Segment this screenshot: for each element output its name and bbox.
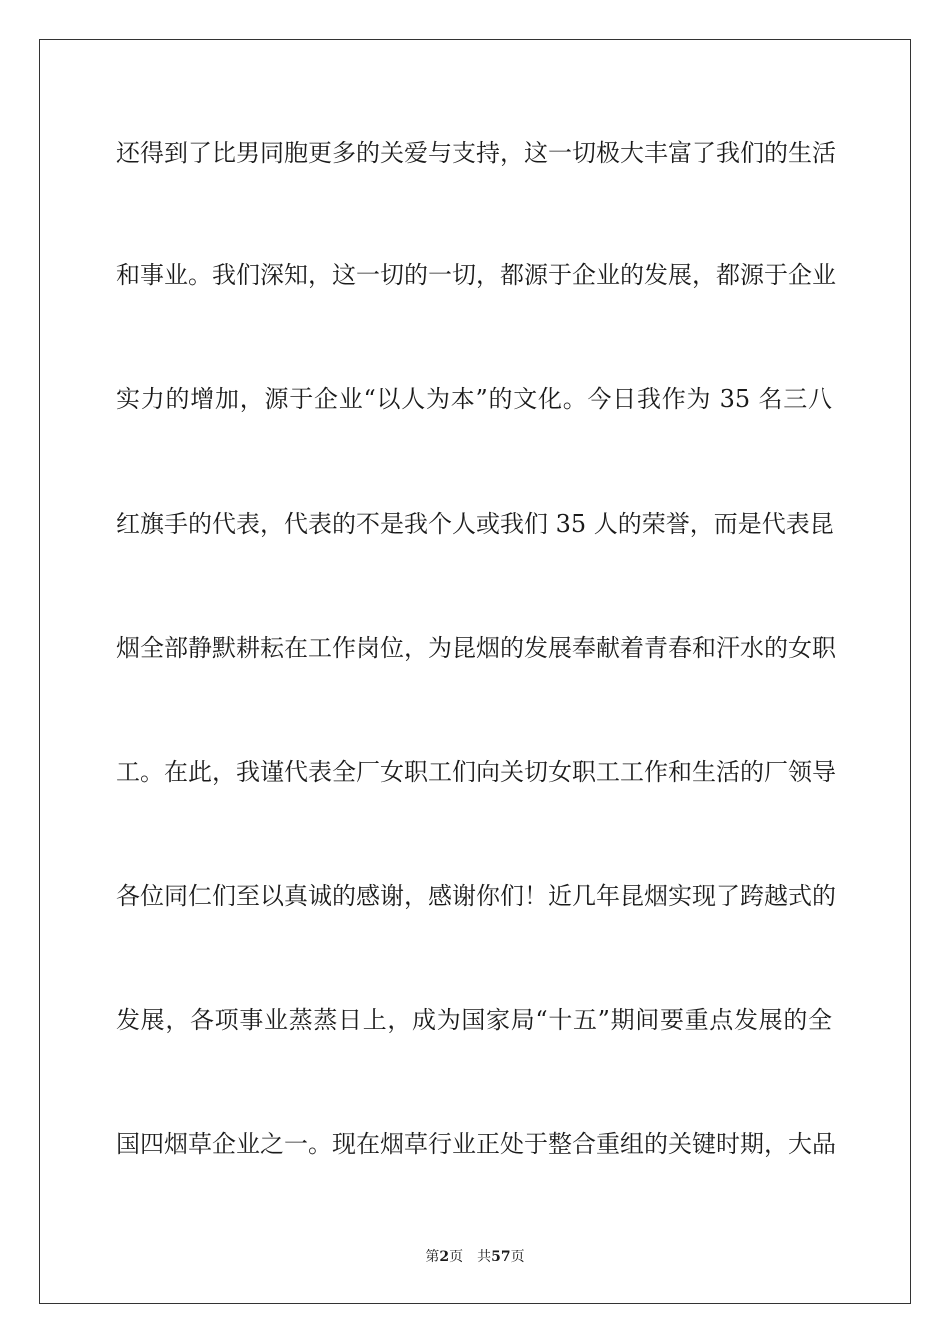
page-border <box>39 39 911 1304</box>
body-text-line-9: 国四烟草企业之一。现在烟草行业正处于整合重组的关键时期，大品 <box>116 1130 836 1158</box>
page-footer <box>0 1247 950 1267</box>
body-text-line-2: 和事业。我们深知，这一切的一切，都源于企业的发展，都源于企业 <box>116 261 836 289</box>
body-text-line-5: 烟全部静默耕耘在工作岗位，为昆烟的发展奉献着青春和汗水的女职 <box>116 634 836 662</box>
total-suffix: 页 <box>510 1249 525 1265</box>
body-text-line-7: 各位同仁们至以真诚的感谢，感谢你们！近几年昆烟实现了跨越式的 <box>116 882 836 910</box>
page-prefix: 第 <box>425 1249 440 1265</box>
body-text-line-1: 还得到了比男同胞更多的关爱与支持，这一切极大丰富了我们的生活 <box>116 139 836 167</box>
page-number: 2 <box>439 1249 450 1265</box>
body-text-line-8: 发展，各项事业蒸蒸日上，成为国家局“十五”期间要重点发展的全 <box>116 1006 832 1034</box>
total-prefix: 共 <box>477 1249 492 1265</box>
page-suffix: 页 <box>449 1249 464 1265</box>
body-text-line-4: 红旗手的代表，代表的不是我个人或我们 35 人的荣誉，而是代表昆 <box>116 510 834 538</box>
body-text-line-6: 工。在此，我谨代表全厂女职工们向关切女职工工作和生活的厂领导 <box>116 758 836 786</box>
body-text-line-3: 实力的增加，源于企业“以人为本”的文化。今日我作为 35 名三八 <box>116 385 832 413</box>
total-pages: 57 <box>491 1249 511 1265</box>
